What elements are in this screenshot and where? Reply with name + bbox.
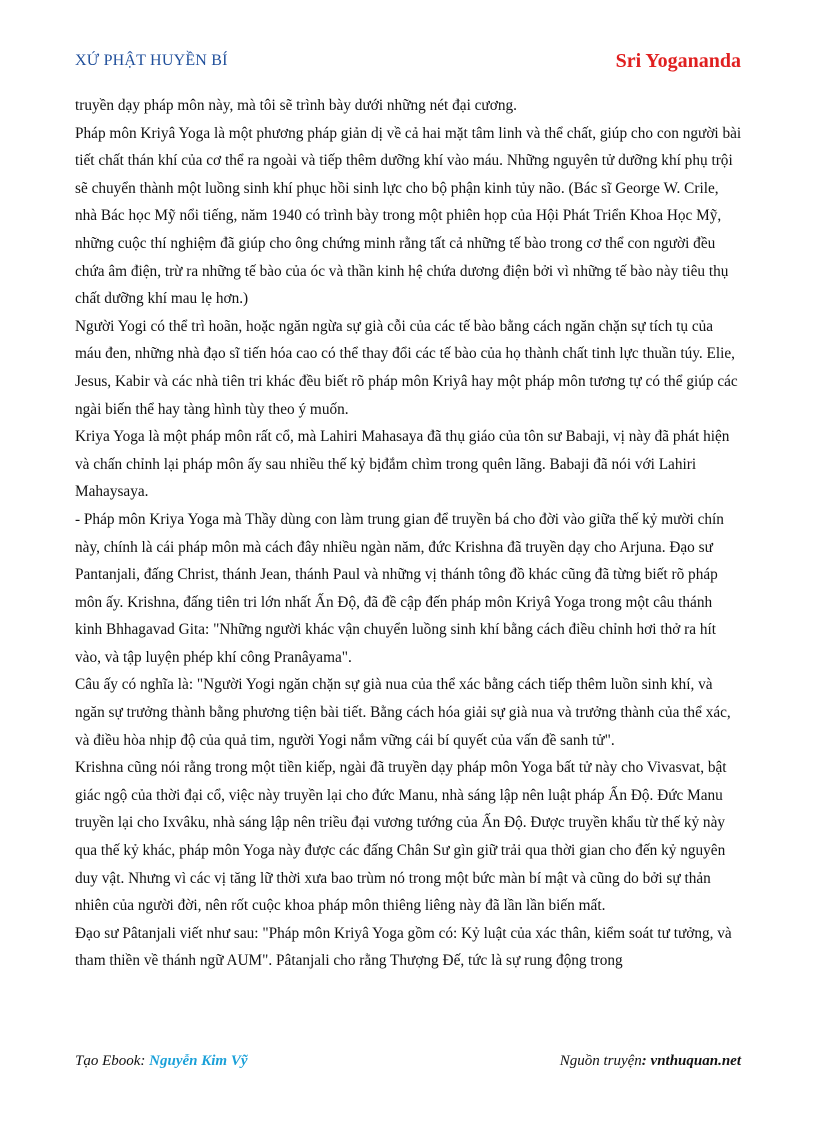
book-title: XỨ PHẬT HUYỀN BÍ: [75, 52, 228, 69]
paragraph: Kriya Yoga là một pháp môn rất cổ, mà Lahiri Mahasaya đã thụ giáo của tôn sư Babaji, vị này đã phát hiện và chấn chỉnh lại pháp môn ấy sau nhiều thế kỷ bịđắm chìm trong quên lãng. Babaji đã nói với Lahiri Mahaysaya.: [75, 428, 730, 501]
source-credit: [560, 1053, 741, 1070]
paragraph: Đạo sư Pâtanjali viết như sau: "Pháp môn Kriyâ Yoga gồm có: Kỷ luật của xác thân, kiểm soát tư tưởng, và tham thiền về thánh ngữ AUM". Pâtanjali cho rằng Thượng Đế, tức là sự rung động trong: [75, 924, 732, 970]
page-body: [75, 92, 743, 975]
paragraph: Krishna cũng nói rằng trong một tiền kiếp, ngài đã truyền dạy pháp môn Yoga bất tử này cho Vivasvat, bật giác ngộ của thời đại cổ, việc này truyền lại cho đức Manu, nhà sáng lập nên luật pháp Ấn Độ. Đức Manu truyền lại cho Ixvâku, nhà sáng lập nên triều đại vương tướng của Ấn Độ. Được truyền khẩu từ thế kỷ này qua thế kỷ khác, pháp môn Yoga này được các đấng Chân Sư gìn giữ trải qua thời gian cho đến kỷ nguyên duy vật. Nhưng vì các vị tăng lữ thời xưa bao trùm nó trong một bức màn bí mật và cũng do bởi sự thản nhiên của người đời, nên rốt cuộc khoa pháp môn thiêng liêng này đã lần lần biến mất.: [75, 759, 727, 915]
source-label: Nguồn truyện: [559, 1053, 642, 1069]
paragraph: truyền dạy pháp môn này, mà tôi sẽ trình bày dưới những nét đại cương.: [75, 97, 517, 114]
book-author: Sri Yogananda: [615, 50, 741, 72]
source-separator: :: [641, 1053, 651, 1069]
paragraph: - Pháp môn Kriya Yoga mà Thầy dùng con làm trung gian để truyền bá cho đời vào giữa thế kỷ mười chín này, chính là cái pháp môn mà cách đây nhiều ngàn năm, đức Krishna đã truyền dạy cho Arjuna. Đạo sư Pantanjali, đấng Christ, thánh Jean, thánh Paul và những vị thánh tông đồ khác cũng đã từng biết rõ pháp môn ấy. Krishna, đấng tiên tri lớn nhất Ấn Độ, đã đề cập đến pháp môn Kriyâ Yoga trong một câu thánh kinh Bhhagavad Gita: "Những người khác vận chuyển luồng sinh khí bằng cách điều chỉnh hơi thở ra hít vào, và tập luyện phép khí công Pranâyama".: [75, 510, 724, 666]
page-footer: [75, 1053, 741, 1077]
page-header: [75, 50, 741, 74]
ebook-author: Nguyễn Kim Vỹ: [149, 1053, 248, 1069]
ebook-credit: [75, 1053, 248, 1070]
paragraph: Pháp môn Kriyâ Yoga là một phương pháp giản dị về cả hai mặt tâm linh và thể chất, giúp cho con người bài tiết chất thán khí của cơ thể ra ngoài và tiếp thêm dưỡng khí vào máu. Những nguyên tử dưỡng khí phụ trội sẽ chuyển thành một luồng sinh khí phục hồi sinh lực cho bộ phận kinh tủy não. (Bác sĩ George W. Crile, nhà Bác học Mỹ nổi tiếng, năm 1940 có trình bày trong một phiên họp của Hội Phát Triển Khoa Học Mỹ, những cuộc thí nghiệm đã giúp cho ông chứng minh rằng tất cả những tế bào trong cơ thể con người đều chứa âm điện, trừ ra những tế bào của óc và thần kinh hệ chứa dương điện bởi vì những tế bào này tiêu thụ chất dưỡng khí mau lẹ hơn.): [75, 124, 742, 308]
source-site: vnthuquan.net: [650, 1053, 741, 1069]
ebook-label: Tạo Ebook: [75, 1053, 141, 1069]
paragraph: Câu ấy có nghĩa là: "Người Yogi ngăn chặn sự già nua của thể xác bằng cách tiếp thêm luồn sinh khí, và ngăn sự trưởng thành bằng phương tiện bài tiết. Bằng cách hóa giải sự già nua và trưởng thành của thể xác, và điều hòa nhịp độ của quả tim, người Yogi nắm vững cái bí quyết của vấn đề sanh tử".: [75, 676, 731, 749]
paragraph: Người Yogi có thể trì hoãn, hoặc ngăn ngừa sự già cỗi của các tế bào bằng cách ngăn chặn sự tích tụ của máu đen, những nhà đạo sĩ tiến hóa cao có thể thay đổi các tế bào của họ thành chất tinh lực thuần túy. Elie, Jesus, Kabir và các nhà tiên tri khác đều biết rõ pháp môn Kriyâ hay một pháp môn tương tự có thể giúp các ngài biến thể hay tàng hình tùy theo ý muốn.: [75, 317, 738, 418]
ebook-separator: :: [140, 1053, 150, 1069]
